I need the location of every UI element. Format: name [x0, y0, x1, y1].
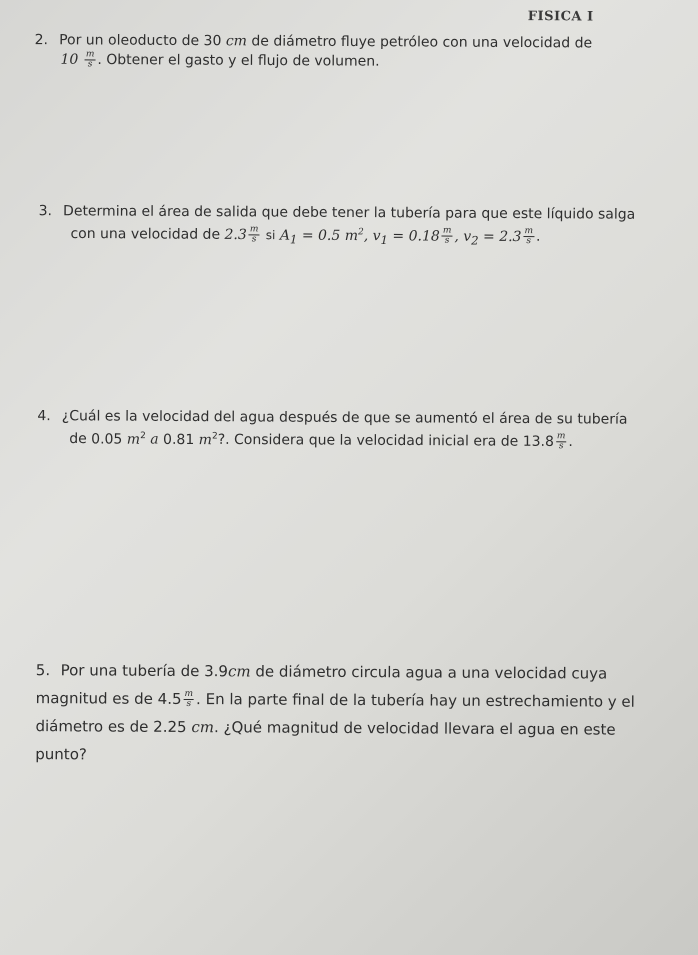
- frac-numerator: m: [85, 49, 95, 60]
- problem-2-text-c: . Obtener el gasto y el flujo de volumen.: [97, 51, 380, 70]
- problem-5-v-value: 4.5: [157, 689, 182, 708]
- problem-2-number: 2.: [34, 32, 49, 49]
- problem-5-unit-cm-1: cm: [227, 662, 251, 681]
- problem-5-unit-cm-2: cm: [191, 718, 215, 737]
- problem-5-v-unit: [183, 690, 194, 709]
- area-1-unit: m: [126, 431, 141, 448]
- area-2-exponent: 2: [211, 431, 218, 442]
- problem-4-v0-value: 13.8: [522, 433, 554, 450]
- a1-subscript: 1: [289, 232, 298, 247]
- problem-3-v2-unit: [523, 227, 534, 246]
- problem-5-text-f: . ¿Qué magnitud de velocidad llevara el agua en este: [213, 718, 616, 739]
- problem-5-line-1: [36, 656, 666, 688]
- problem-3-number: 3.: [38, 203, 53, 220]
- problem-3: [38, 202, 636, 251]
- frac-denominator: s: [526, 236, 532, 247]
- problem-3-vout-value: 2.3: [224, 226, 247, 244]
- problem-2-velocity-value: 10: [60, 51, 79, 68]
- problem-2-text-a: Por un oleoducto de 30: [59, 32, 222, 50]
- problem-4-line-2: [37, 426, 647, 452]
- area-1-value: 0.05: [91, 431, 123, 448]
- frac-numerator: m: [442, 225, 452, 236]
- page-header-title: FISICA I: [527, 9, 594, 25]
- problem-4-a-word: a: [150, 431, 159, 448]
- problem-5-number: 5.: [35, 661, 51, 680]
- problem-5-text-g: punto?: [35, 745, 87, 764]
- problem-4-text-b: ?. Considera que la velocidad inicial era de: [217, 431, 519, 450]
- problem-5-text-d: . En la parte final de la tubería hay un estrechamiento y el: [196, 690, 635, 711]
- frac-numerator: m: [249, 224, 259, 235]
- problem-5-line-3: [35, 712, 665, 744]
- problem-4-area-1: [91, 431, 146, 447]
- area-1-exponent: 2: [140, 430, 146, 441]
- v1-subscript: 1: [380, 232, 389, 247]
- problem-2-velocity-unit: [85, 50, 96, 69]
- a1-symbol: A: [279, 227, 291, 244]
- v1-equation: = 0.18: [387, 227, 440, 245]
- problem-4-area-2: [163, 432, 218, 448]
- problem-5-text-b: de diámetro circula agua a una velocidad cuya: [255, 662, 608, 683]
- a1-equation: = 0.5 m: [297, 227, 359, 244]
- problem-5-line-4: [35, 740, 665, 772]
- problem-3-vout-unit: [249, 226, 260, 245]
- problem-3-a1: [279, 227, 364, 247]
- frac-denominator: s: [87, 59, 93, 70]
- problem-4-text-a: ¿Cuál es la velocidad del agua después de que se aumentó el área de su tubería: [61, 408, 628, 428]
- problem-5-line-2: [36, 684, 666, 716]
- problem-4-v0-unit: [556, 432, 567, 451]
- problem-3-text-a: Determina el área de salida que debe tener la tubería para que este líquido salga: [63, 203, 636, 223]
- frac-denominator: s: [251, 234, 257, 245]
- v2-symbol: , v: [454, 228, 472, 245]
- problem-4-end: .: [568, 433, 573, 451]
- frac-numerator: m: [184, 688, 194, 700]
- area-2-value: 0.81: [163, 431, 195, 448]
- problem-2-unit-cm: cm: [225, 33, 248, 50]
- problem-2-text-b: de diámetro fluye petróleo con una velocidad de: [251, 33, 593, 52]
- problem-4: [37, 407, 647, 452]
- v1-symbol: , v: [363, 227, 381, 244]
- frac-denominator: s: [558, 441, 564, 452]
- problem-3-line-2: [38, 221, 628, 251]
- problem-5: [35, 656, 666, 772]
- problem-5-text-a: Por una tubería de 3.9: [60, 661, 229, 681]
- frac-numerator: m: [556, 431, 566, 442]
- a1-exponent: 2: [358, 227, 364, 238]
- v2-subscript: 2: [471, 233, 479, 248]
- problem-2-line-2: [34, 50, 594, 73]
- frac-denominator: s: [444, 235, 450, 246]
- problem-3-v2: [454, 228, 522, 248]
- problem-3-v1-unit: [442, 227, 453, 246]
- area-2-unit: m: [198, 431, 213, 448]
- problem-3-text-b: con una velocidad de: [70, 225, 221, 243]
- v2-equation: = 2.3: [478, 228, 522, 245]
- problem-5-text-e: diámetro es de 2.25: [35, 717, 187, 737]
- problem-3-end: .: [535, 228, 541, 245]
- problem-2: [34, 31, 594, 73]
- problem-4-number: 4.: [37, 408, 51, 425]
- frac-denominator: s: [186, 699, 192, 710]
- problem-3-si: si: [265, 228, 276, 243]
- frac-numerator: m: [524, 226, 534, 237]
- problem-4-de: de: [69, 430, 87, 448]
- problem-5-text-c: magnitud es de: [35, 689, 153, 708]
- problem-3-v1: [363, 227, 440, 247]
